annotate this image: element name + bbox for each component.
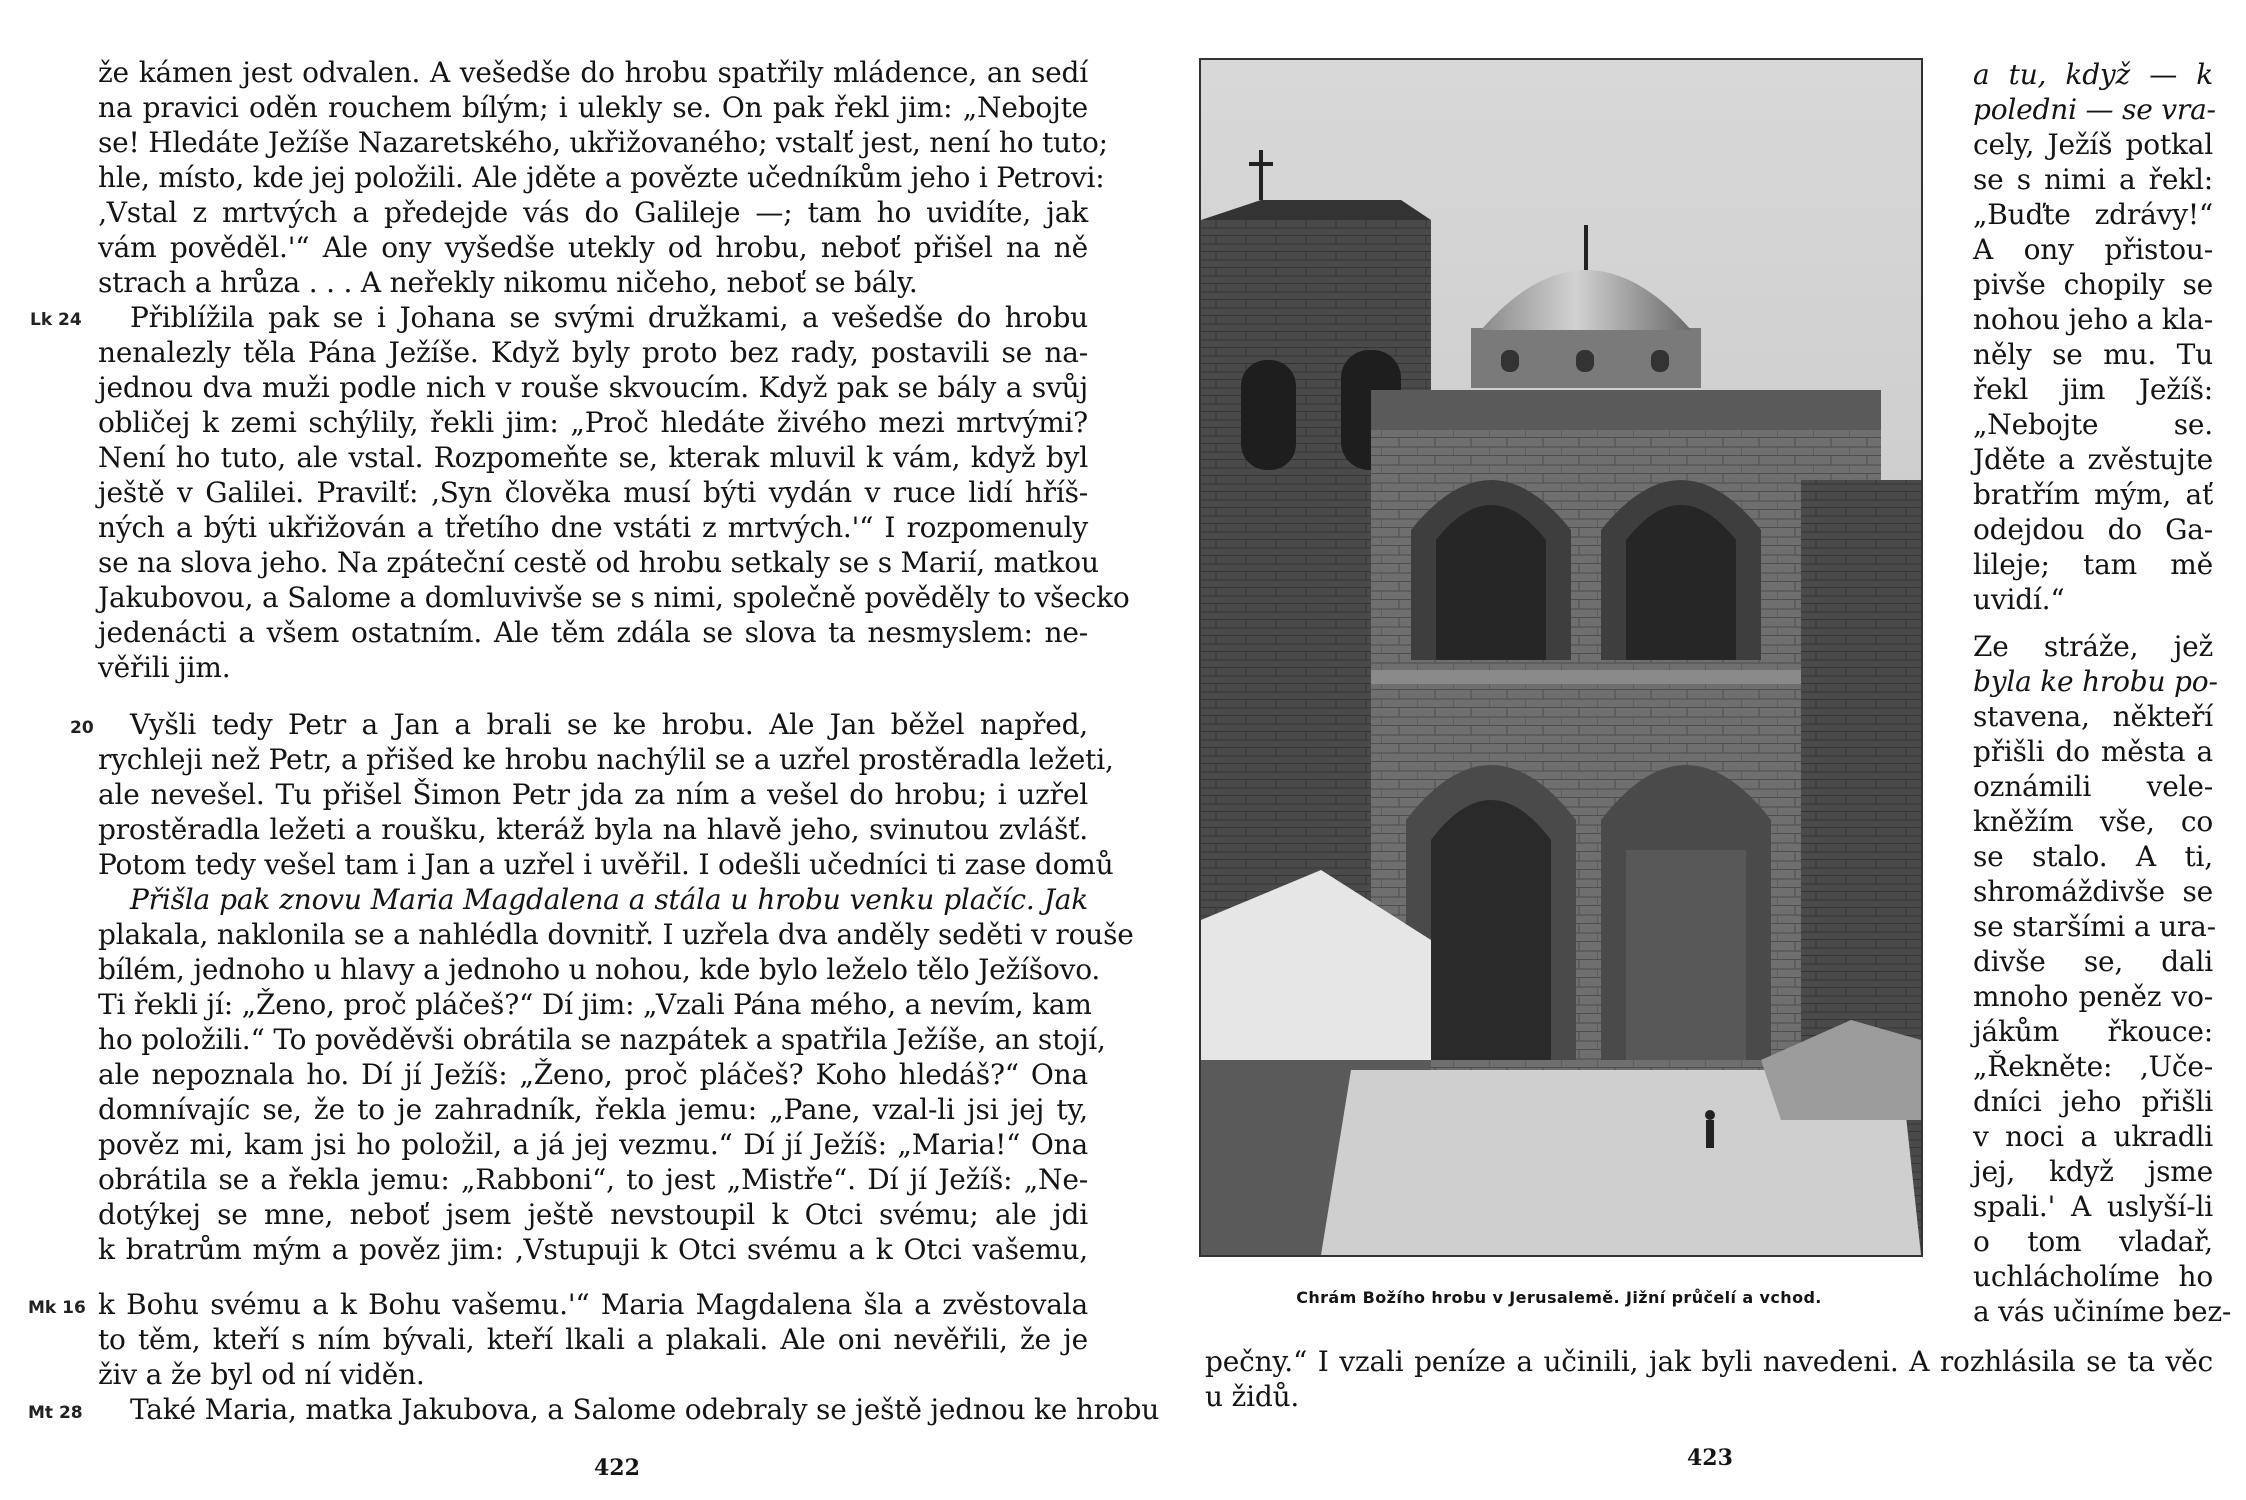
- text-line: „Buďte zdrávy!“: [1973, 198, 2213, 231]
- text-line: rychleji než Petr, a přišed ke hrobu nachýlil se a uzřel prostěradla ležeti,: [98, 743, 1114, 776]
- text-line: A ony přistou-: [1973, 233, 2213, 266]
- page-number: 422: [594, 1455, 640, 1481]
- text-line: Není ho tuto, ale vstal. Rozpomeňte se, kterak mluvil k vám, když byl: [98, 441, 1088, 474]
- text-line: Ti řekli jí: „Ženo, proč pláčeš?“ Dí jim: „Vzali Pána mého, a nevím, kam: [98, 988, 1092, 1021]
- text-line: stavena, někteří: [1973, 700, 2213, 733]
- text-line: že kámen jest odvalen. A vešedše do hrobu spatřily mládence, an sedí: [98, 56, 1088, 89]
- text-line: Ze stráže, jež: [1973, 630, 2213, 663]
- text-line: dotýkej se mne, neboť jsem ještě nevstoupil k Otci svému; ale jdi: [98, 1198, 1088, 1231]
- text-line: jákům řkouce:: [1973, 1015, 2213, 1048]
- text-line: domnívajíc se, že to je zahradník, řekla jemu: „Pane, vzal-li jsi jej ty,: [98, 1093, 1088, 1126]
- text-line: a vás učiníme bez-: [1973, 1295, 2232, 1328]
- text-line: strach a hrůza . . . A neřekly nikomu ničeho, neboť se bály.: [98, 266, 918, 299]
- text-line: kněžím vše, co: [1973, 805, 2213, 838]
- text-line: věřili jim.: [98, 651, 231, 684]
- text-line: jedenácti a všem ostatním. Ale těm zdála se slova ta nesmyslem: ne-: [98, 616, 1088, 649]
- text-line: u židů.: [1205, 1380, 1300, 1413]
- text-line: hle, místo, kde jej položili. Ale jděte a povězte učedníkům jeho i Petrovi:: [98, 161, 1105, 194]
- text-line: byla ke hrobu po-: [1973, 665, 2218, 698]
- text-line: bratřím mým, ať: [1973, 478, 2213, 511]
- right-page: [1123, 0, 2246, 1500]
- text-line: se s nimi a řekl:: [1973, 163, 2213, 196]
- text-line: pivše chopily se: [1973, 268, 2213, 301]
- text-line: plakala, naklonila se a nahlédla dovnitř. I uzřela dva anděly seděti v rouše: [98, 918, 1134, 951]
- margin-note: Mk 16: [28, 1298, 86, 1318]
- text-line: v noci a ukradli: [1973, 1120, 2213, 1153]
- text-line: ještě v Galilei. Pravilť: ‚Syn člověka musí býti vydán v ruce lidí hříš-: [98, 476, 1088, 509]
- text-line: Vyšli tedy Petr a Jan a brali se ke hrobu. Ale Jan běžel napřed,: [130, 708, 1088, 741]
- text-line: odejdou do Ga-: [1973, 513, 2213, 546]
- text-line: se! Hledáte Ježíše Nazaretského, ukřižovaného; vstalť jest, není ho tuto;: [98, 126, 1108, 159]
- text-line: obličej k zemi schýlily, řekli jim: „Proč hledáte živého mezi mrtvými?: [98, 406, 1088, 439]
- photo-illustration: [1201, 60, 1921, 1255]
- margin-note: Lk 24: [30, 310, 82, 330]
- text-line: Přišla pak znovu Maria Magdalena a stála u hrobu venku plačíc. Jak: [130, 883, 1088, 916]
- text-line: ‚Vstal z mrtvých a předejde vás do Galileje —; tam ho uvidíte, jak: [98, 196, 1088, 229]
- text-line: jej, když jsme: [1973, 1155, 2213, 1188]
- text-line: lileje; tam mě: [1973, 548, 2213, 581]
- page-number: 423: [1687, 1445, 1733, 1471]
- text-line: něly se mu. Tu: [1973, 338, 2213, 371]
- text-line: mnoho peněz vo-: [1973, 980, 2213, 1013]
- text-line: jednou dva muži podle nich v rouše skvoucím. Když pak se bály a svůj: [98, 371, 1088, 404]
- text-line: ných a býti ukřižován a třetího dne vstáti z mrtvých.'“ I rozpomenuly: [98, 511, 1088, 544]
- text-line: se staršími a ura-: [1973, 910, 2216, 943]
- text-line: ale nevešel. Tu přišel Šimon Petr jda za ním a vešel do hrobu; i uzřel: [98, 778, 1088, 811]
- text-line: oznámili vele-: [1973, 770, 2213, 803]
- text-line: k bratrům mým a pověz jim: ‚Vstupuji k Otci svému a k Otci vašemu,: [98, 1233, 1088, 1266]
- text-line: [130, 1393, 1160, 1427]
- text-line: řekl jim Ježíš:: [1973, 373, 2213, 406]
- text-line: na pravici oděn rouchem bílým; i ulekly se. On pak řekl jim: „Nebojte: [98, 91, 1088, 124]
- text-line: divše se, dali: [1973, 945, 2213, 978]
- text-line: obrátila se a řekla jemu: „Rabboni“, to jest „Mistře“. Dí jí Ježíš: „Ne-: [98, 1163, 1088, 1196]
- text-line: cely, Ježíš potkal: [1973, 128, 2213, 161]
- text-line: uchlácholíme ho: [1973, 1260, 2213, 1293]
- margin-note: Mt 28: [28, 1403, 83, 1423]
- text-line: nenalezly těla Pána Ježíše. Když byly proto bez rady, postavili se na-: [98, 336, 1088, 369]
- text-line: se na slova jeho. Na zpáteční cestě od hrobu setkaly se s Marií, matkou: [98, 546, 1099, 579]
- text-line: ale nepoznala ho. Dí jí Ježíš: „Ženo, proč pláčeš? Koho hledáš?“ Ona: [98, 1058, 1088, 1091]
- text-line: bílém, jednoho u hlavy a jednoho u nohou, kde bylo leželo tělo Ježíšovo.: [98, 953, 1101, 986]
- text-line-content: Také Maria, matka Jakubova, a Salome odebraly se ještě jednou ke hrobu: [130, 1393, 1160, 1426]
- text-line: shromáždivše se: [1973, 875, 2213, 908]
- text-line: vám pověděl.'“ Ale ony vyšedše utekly od hrobu, neboť přišel na ně: [98, 231, 1088, 264]
- text-line: to těm, kteří s ním bývali, kteří lkali a plakali. Ale oni nevěřili, že je: [98, 1323, 1088, 1356]
- text-line: uvidí.“: [1973, 583, 2065, 616]
- text-line: „Nebojte se.: [1973, 408, 2213, 441]
- text-line: živ a že byl od ní viděn.: [98, 1358, 425, 1391]
- text-line: prostěradla ležeti a roušku, kteráž byla na hlavě jeho, svinutou zvlášť.: [98, 813, 1088, 846]
- text-line: Potom tedy vešel tam i Jan a uzřel i uvěřil. I odešli učedníci ti zase domů: [98, 848, 1114, 881]
- text-line: Jděte a zvěstujte: [1973, 443, 2213, 476]
- text-line: přišli do města a: [1973, 735, 2213, 768]
- text-line: o tom vladař,: [1973, 1225, 2213, 1258]
- text-line: poledni — se vra-: [1973, 93, 2216, 126]
- text-line: Jakubovou, a Salome a domluvivše se s nimi, společně pověděly to všecko: [98, 581, 1130, 614]
- text-line: ho položili.“ To pověděvši obrátila se nazpátek a spatřila Ježíše, an stojí,: [98, 1023, 1106, 1056]
- text-line: spali.' A uslyší-li: [1973, 1190, 2213, 1223]
- text-line: k Bohu svému a k Bohu vašemu.'“ Maria Magdalena šla a zvěstovala: [98, 1288, 1088, 1321]
- margin-note: 20: [70, 718, 94, 738]
- text-line: Přiblížila pak se i Johana se svými družkami, a vešedše do hrobu: [130, 301, 1088, 334]
- text-line: se stalo. A ti,: [1973, 840, 2213, 873]
- text-line: pečny.“ I vzali peníze a učinili, jak byli navedeni. A rozhlásila se ta věc: [1205, 1345, 2213, 1378]
- text-line: a tu, když — k: [1973, 58, 2213, 91]
- text-line: „Řekněte: ‚Uče-: [1973, 1050, 2213, 1083]
- text-line: pověz mi, kam jsi ho položil, a já jej vezmu.“ Dí jí Ježíš: „Maria!“ Ona: [98, 1128, 1088, 1161]
- photo-caption: Chrám Božího hrobu v Jerusalemě. Jižní průčelí a vchod.: [1296, 1288, 1822, 1307]
- text-line: dníci jeho přišli: [1973, 1085, 2213, 1118]
- church-photograph: [1199, 58, 1923, 1257]
- text-line: nohou jeho a kla-: [1973, 303, 2214, 336]
